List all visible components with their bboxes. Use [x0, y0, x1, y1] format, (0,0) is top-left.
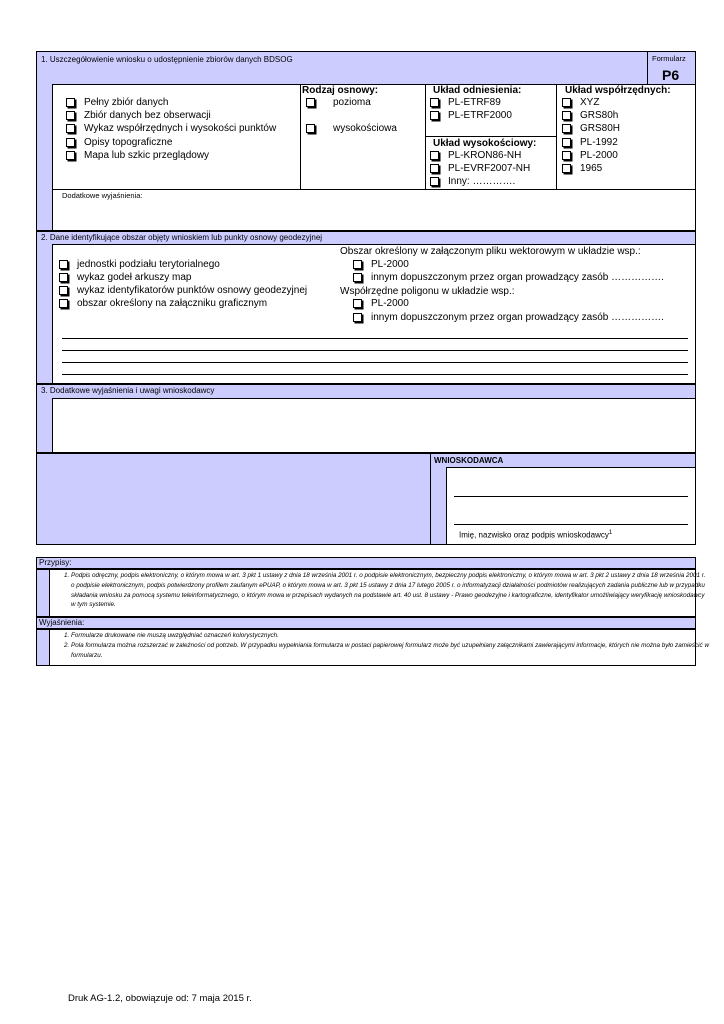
checkbox[interactable]: [562, 138, 571, 147]
polygon-option-1[interactable]: PL-2000: [353, 297, 409, 310]
checkbox[interactable]: [59, 286, 68, 295]
uklad-wsp-option-5[interactable]: PL-2000: [562, 149, 618, 162]
checkbox[interactable]: [430, 111, 439, 120]
area-option-1[interactable]: jednostki podziału terytorialnego: [59, 258, 220, 271]
checkbox[interactable]: [66, 138, 75, 147]
data-option-4[interactable]: Opisy topograficzne: [66, 136, 172, 149]
explanation-item: 1. Formularze drukowane nie muszą uwzględniać oznaczeń kolorystycznych.: [71, 631, 709, 641]
explanations-list: [51, 631, 709, 660]
data-option-3[interactable]: Wykaz współrzędnych i wysokości punktów: [66, 122, 276, 135]
fill-line-1[interactable]: [62, 338, 688, 339]
uklad-odn-option-2[interactable]: PL-ETRF2000: [430, 109, 512, 122]
checkbox[interactable]: [562, 111, 571, 120]
sign-line-2: [454, 524, 688, 525]
section3-field[interactable]: [52, 398, 696, 453]
rodzaj-option-1[interactable]: pozioma: [306, 96, 371, 109]
col-divider-3: [556, 84, 557, 190]
vector-title: Obszar określony w załączonym pliku wektorowym w układzie wsp.:: [340, 246, 641, 257]
area-option-4[interactable]: obszar określony na załączniku graficznym: [59, 297, 267, 310]
rodzaj-title: Rodzaj osnowy:: [302, 85, 379, 96]
polygon-option-2[interactable]: innym dopuszczonym przez organ prowadzący zasób …………….: [353, 311, 664, 324]
uklad-odn-option-1[interactable]: PL-ETRF89: [430, 96, 501, 109]
checkbox[interactable]: [59, 299, 68, 308]
uklad-wsp-option-1[interactable]: XYZ: [562, 96, 599, 109]
vector-option-1[interactable]: PL-2000: [353, 258, 409, 271]
col-divider-2: [425, 84, 426, 190]
area-option-2[interactable]: wykaz godeł arkuszy map: [59, 271, 192, 284]
checkbox[interactable]: [353, 299, 362, 308]
data-option-1[interactable]: Pełny zbiór danych: [66, 96, 169, 109]
sign-line-1: [454, 496, 688, 497]
checkbox[interactable]: [66, 151, 75, 160]
checkbox[interactable]: [353, 273, 362, 282]
checkbox[interactable]: [562, 151, 571, 160]
applicant-title: WNIOSKODAWCA: [434, 456, 504, 465]
checkbox[interactable]: [353, 313, 362, 322]
checkbox[interactable]: [430, 164, 439, 173]
footnotes-header: [36, 557, 696, 569]
data-option-5[interactable]: Mapa lub szkic przeglądowy: [66, 149, 209, 162]
uklad-wys-option-1[interactable]: PL-KRON86-NH: [430, 149, 521, 162]
checkbox[interactable]: [430, 98, 439, 107]
checkbox[interactable]: [562, 124, 571, 133]
section3-title: 3. Dodatkowe wyjaśnienia i uwagi wnioskodawcy: [41, 386, 215, 395]
polygon-title: Współrzędne poligonu w układzie wsp.:: [340, 286, 515, 297]
uklad-wsp-option-4[interactable]: PL-1992: [562, 136, 618, 149]
footnotes-list: [51, 571, 709, 610]
explanations-body: [36, 629, 709, 666]
checkbox[interactable]: [59, 260, 68, 269]
uklad-wsp-title: Układ współrzędnych:: [565, 85, 671, 96]
explanations-title: Wyjaśnienia:: [39, 618, 85, 627]
checkbox[interactable]: [306, 124, 315, 133]
checkbox[interactable]: [353, 260, 362, 269]
fill-line-2[interactable]: [62, 350, 688, 351]
fill-line-4[interactable]: [62, 374, 688, 375]
form-code: P6: [662, 67, 680, 83]
col-divider-1: [300, 84, 301, 190]
footer-text: Druk AG-1.2, obowiązuje od: 7 maja 2015 r.: [68, 993, 252, 1004]
uklad-wys-option-2[interactable]: PL-EVRF2007-NH: [430, 162, 530, 175]
footnotes-body: [36, 569, 706, 617]
data-option-2[interactable]: Zbiór danych bez obserwacji: [66, 109, 211, 122]
footnotes-title: Przypisy:: [39, 558, 72, 567]
uklad-wsp-option-3[interactable]: GRS80H: [562, 122, 620, 135]
checkbox[interactable]: [562, 164, 571, 173]
uklad-wys-title: Układ wysokościowy:: [433, 138, 537, 149]
uklad-wsp-option-6[interactable]: 1965: [562, 162, 602, 175]
form-label: Formularz: [652, 54, 686, 63]
section2-title: 2. Dane identyfikujące obszar objęty wnioskiem lub punkty osnowy geodezyjnej: [41, 233, 323, 242]
checkbox[interactable]: [59, 273, 68, 282]
checkbox[interactable]: [66, 111, 75, 120]
area-option-3[interactable]: wykaz identyfikatorów punktów osnowy geodezyjnej: [59, 284, 307, 297]
extra-explanations-label: Dodatkowe wyjaśnienia:: [62, 191, 143, 200]
extra-explanations-field[interactable]: [53, 202, 695, 230]
explanation-item: 2. Pola formularza można rozszerzać w zależności od potrzeb. W przypadku wypełniania formularza w postaci papierowej formularz może być uzupełniany załącznikami zawierającymi informacje, których nie można było zamieścić w formularzu.: [71, 641, 709, 661]
rodzaj-option-2[interactable]: wysokościowa: [306, 122, 397, 135]
vector-option-2[interactable]: innym dopuszczonym przez organ prowadzący zasób …………….: [353, 271, 664, 284]
checkbox[interactable]: [66, 98, 75, 107]
footnotes-margin: [37, 570, 50, 616]
explanations-margin: [37, 630, 50, 665]
sign-caption: Imię, nazwisko oraz podpis wnioskodawcy$^1$: [459, 530, 613, 540]
sign-caption-sup: 1: [608, 530, 613, 536]
section1-title: 1. Uszczegółowienie wniosku o udostępnienie zbiorów danych BDSOG: [41, 55, 293, 64]
checkbox[interactable]: [562, 98, 571, 107]
checkbox[interactable]: [430, 151, 439, 160]
uklad-odn-title: Układ odniesienia:: [433, 85, 522, 96]
checkbox[interactable]: [66, 124, 75, 133]
uklad-wsp-option-2[interactable]: GRS80h: [562, 109, 618, 122]
explanations-header: [36, 617, 696, 629]
checkbox[interactable]: [306, 98, 315, 107]
uklad-wys-option-3[interactable]: Inny: ………….: [430, 175, 515, 188]
checkbox[interactable]: [430, 177, 439, 186]
fill-line-3[interactable]: [62, 362, 688, 363]
footnote-item: 1. Podpis odręczny, podpis elektroniczny, o którym mowa w art. 3 pkt 1 ustawy z dnia 18 września 2001 r. o podpisie elektronicznym, bezpieczny podpis elektroniczny, o którym mowa w art. 3 pkt 2 ustawy z dnia 18 września 2001 r. o podpisie elektronicznym, podpis potwierdzony profilem zaufanym ePUAP, o którym mowa w art. 3 pkt 15 ustawy z dnia 17 lutego 2005 r. o informatyzacji działalności podmiotów realizujących zadania publiczne lub w przypadku składania wniosku za pomocą systemu teleinformatycznego, o którym mowa w przepisach wydanych na podstawie art. 40 ust. 8 ustawy - Prawo geodezyjne i kartograficzne, identyfikator umożliwiający weryfikację wnioskodawcy w tym systemie.: [71, 571, 709, 610]
